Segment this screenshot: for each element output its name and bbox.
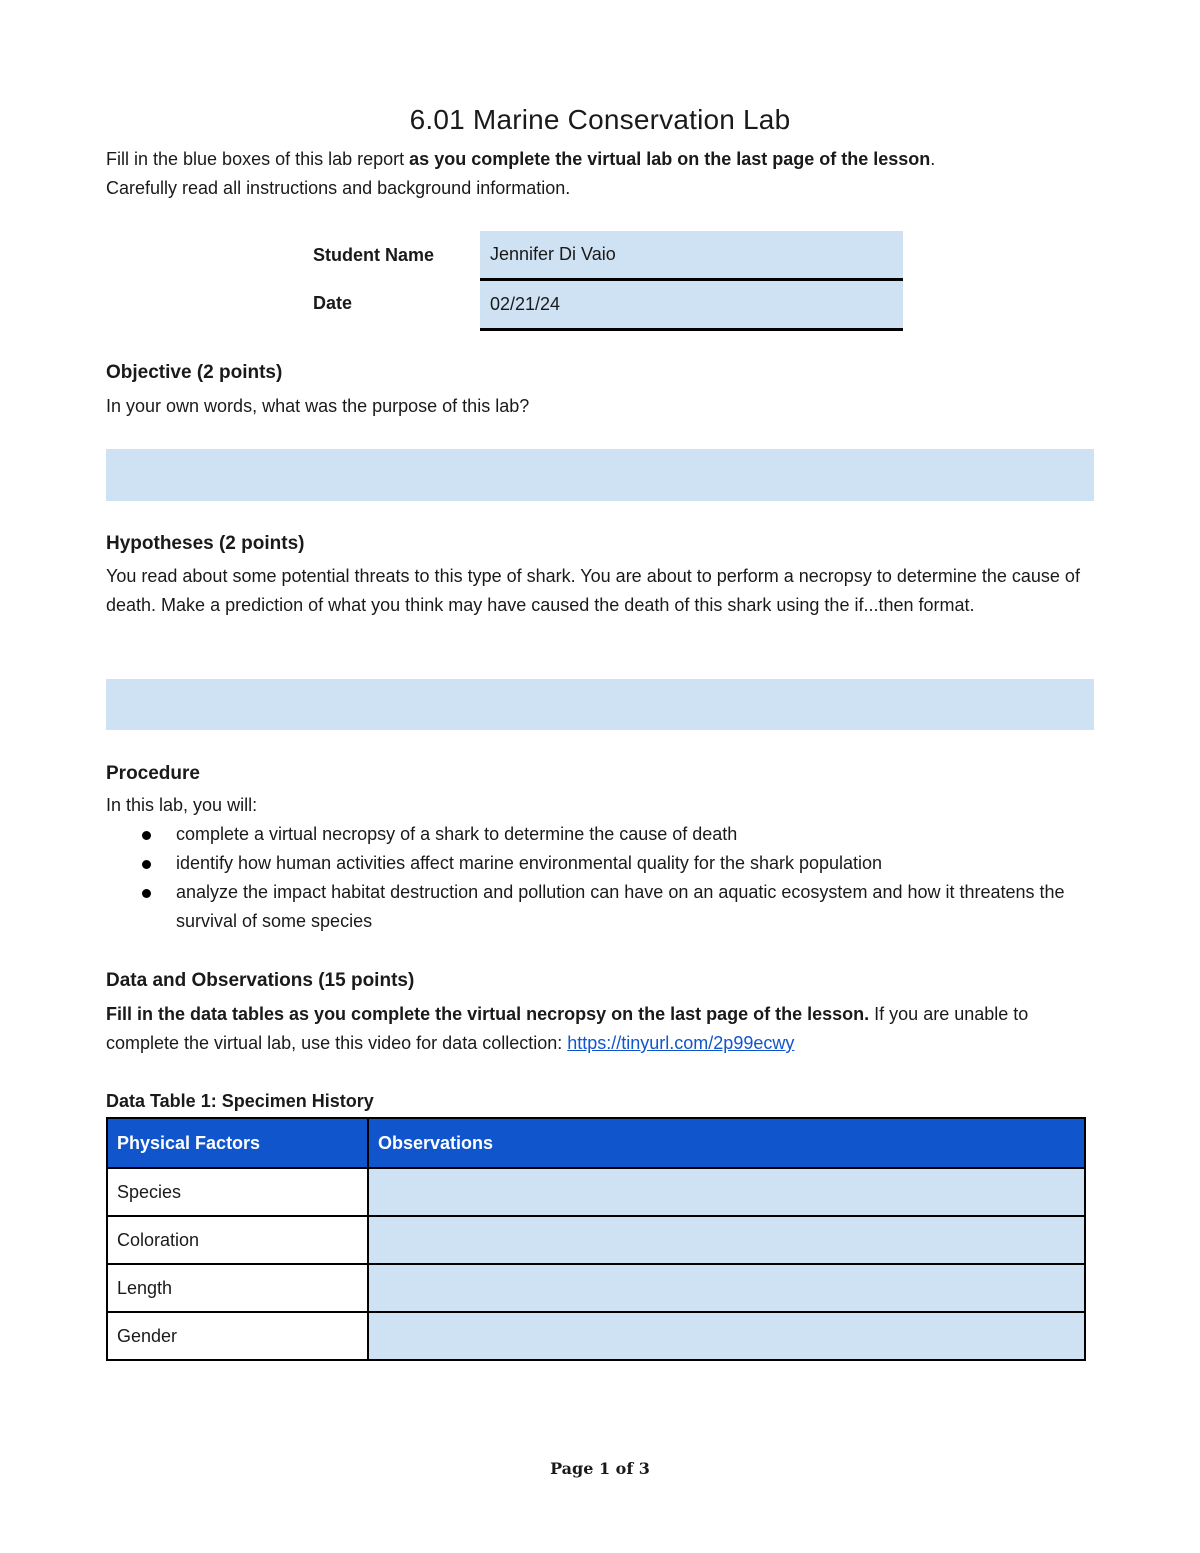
video-link[interactable]: https://tinyurl.com/2p99ecwy: [567, 1033, 795, 1053]
hypotheses-heading: Hypotheses (2 points): [106, 533, 305, 554]
list-item: complete a virtual necropsy of a shark to determine the cause of death: [106, 820, 1096, 849]
procedure-heading: Procedure: [106, 763, 200, 784]
column-header-physical-factors: Physical Factors: [107, 1118, 368, 1168]
student-name-label: Student Name: [313, 245, 435, 265]
objective-prompt: In your own words, what was the purpose of this lab?: [106, 396, 530, 416]
list-item: identify how human activities affect marine environmental quality for the shark population: [106, 849, 1096, 878]
intro-paragraph: [106, 145, 1096, 203]
species-observation-cell[interactable]: [368, 1168, 1085, 1216]
data-instructions-bold: Fill in the data tables as you complete the virtual necropsy on the last page of the lesson.: [106, 1004, 870, 1024]
intro-text: Fill in the blue boxes of this lab report: [106, 149, 410, 169]
table-row: [107, 1264, 1085, 1312]
hypotheses-prompt: You read about some potential threats to this type of shark. You are about to perform a necropsy to determine the cause of death. Make a prediction of what you think may have caused the death of this shark using the if...then format.: [106, 566, 1080, 615]
page-title: 6.01 Marine Conservation Lab: [409, 104, 791, 135]
table-caption: Data Table 1: Specimen History: [106, 1091, 374, 1111]
objective-heading: Objective (2 points): [106, 362, 283, 383]
date-field[interactable]: 02/21/24: [480, 281, 903, 331]
procedure-lead: In this lab, you will:: [106, 795, 258, 815]
row-label-length: Length: [107, 1264, 368, 1312]
table-row: [107, 1168, 1085, 1216]
student-name-field[interactable]: Jennifer Di Vaio: [480, 231, 903, 281]
specimen-history-table: [106, 1117, 1086, 1361]
date-label: Date: [313, 293, 353, 313]
data-observations-heading: Data and Observations (15 points): [106, 970, 415, 991]
data-observations-instructions: [106, 1000, 1096, 1058]
list-item: analyze the impact habitat destruction and pollution can have on an aquatic ecosystem and how it threatens the survival of some species: [106, 878, 1096, 936]
length-observation-cell[interactable]: [368, 1264, 1085, 1312]
table-row: [107, 1216, 1085, 1264]
gender-observation-cell[interactable]: [368, 1312, 1085, 1360]
data-instructions-text: If you are unable to complete the virtual lab, use this video for data collection:: [106, 1004, 1029, 1053]
procedure-list: [106, 820, 1096, 936]
page-number: Page 1 of 3: [550, 1459, 650, 1478]
intro-period: .: [930, 149, 936, 169]
hypotheses-answer-box[interactable]: [106, 679, 1094, 730]
column-header-observations: Observations: [368, 1118, 1085, 1168]
table-row: [107, 1312, 1085, 1360]
objective-answer-box[interactable]: [106, 449, 1094, 501]
intro-instructions: Carefully read all instructions and background information.: [106, 178, 571, 198]
coloration-observation-cell[interactable]: [368, 1216, 1085, 1264]
row-label-gender: Gender: [107, 1312, 368, 1360]
table-header-row: [107, 1118, 1085, 1168]
row-label-species: Species: [107, 1168, 368, 1216]
intro-bold-text: as you complete the virtual lab on the last page of the lesson: [409, 149, 931, 169]
row-label-coloration: Coloration: [107, 1216, 368, 1264]
